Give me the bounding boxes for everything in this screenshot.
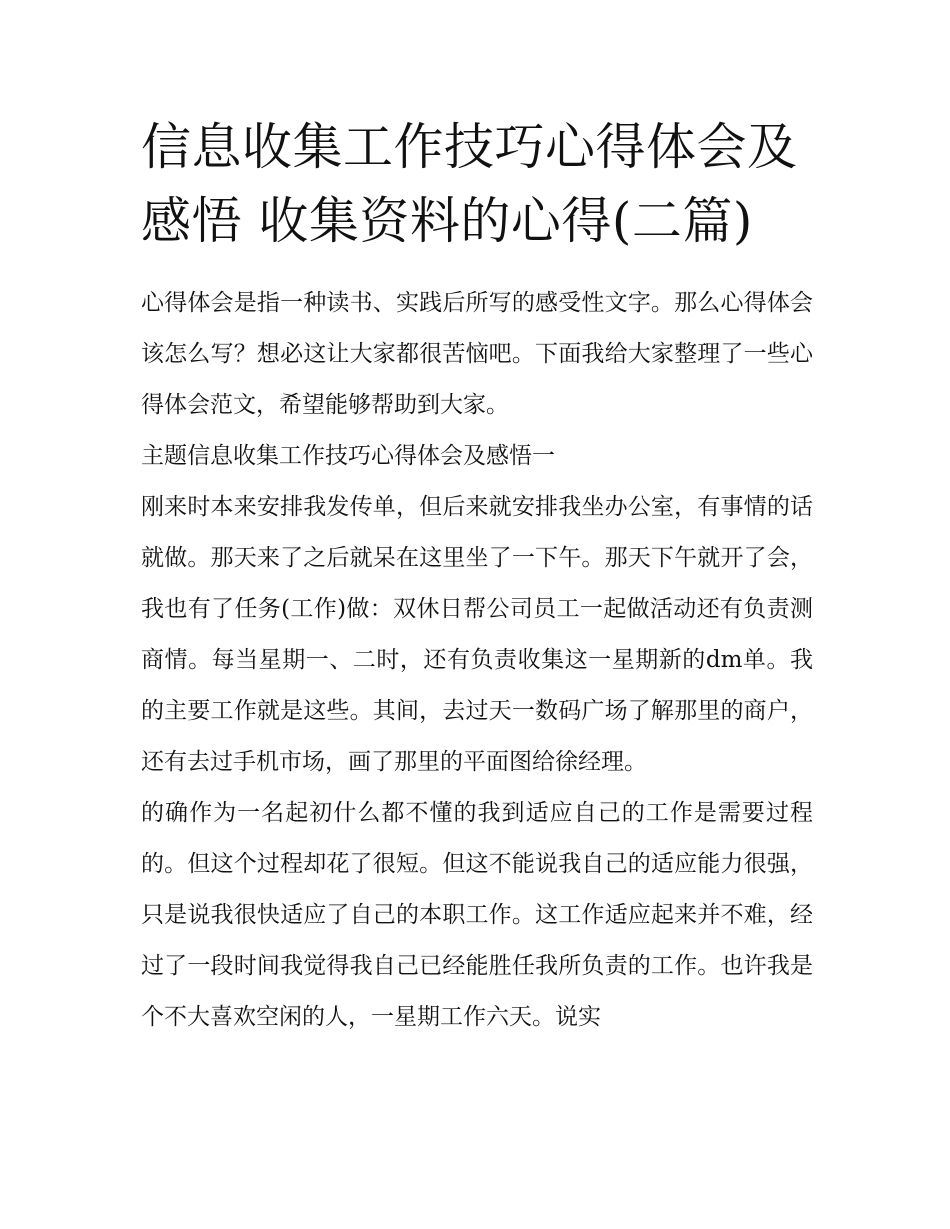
intro-paragraph: 心得体会是指一种读书、实践后所写的感受性文字。那么心得体会该怎么写？想必这让大家都很苦恼吧。下面我给大家整理了一些心得体会范文，希望能够帮助到大家。	[141, 290, 813, 418]
document-page	[141, 110, 813, 1043]
body-paragraph: 的确作为一名起初什么都不懂的我到适应自己的工作是需要过程的。但这个过程却花了很短。但这不能说我自己的适应能力很强，只是说我很快适应了自己的本职工作。这工作适应起来并不难，经过了一段时间我觉得我自己已经能胜任我所负责的工作。也许我是个不大喜欢空闲的人，一星期工作六天。说实	[141, 800, 813, 1030]
body-paragraph: 刚来时本来安排我发传单，但后来就安排我坐办公室，有事情的话就做。那天来了之后就呆在这里坐了一下午。那天下午就开了会，我也有了任务(工作)做：双休日帮公司员工一起做活动还有负责测商情。每当星期一、二时，还有负责收集这一星期新的dm单。我的主要工作就是这些。其间，去过天一数码广场了解那里的商户，还有去过手机市场，画了那里的平面图给徐经理。	[141, 494, 813, 775]
document-title: 信息收集工作技巧心得体会及感悟 收集资料的心得(二篇)	[141, 118, 798, 250]
section-heading: 主题信息收集工作技巧心得体会及感悟一	[141, 443, 555, 469]
